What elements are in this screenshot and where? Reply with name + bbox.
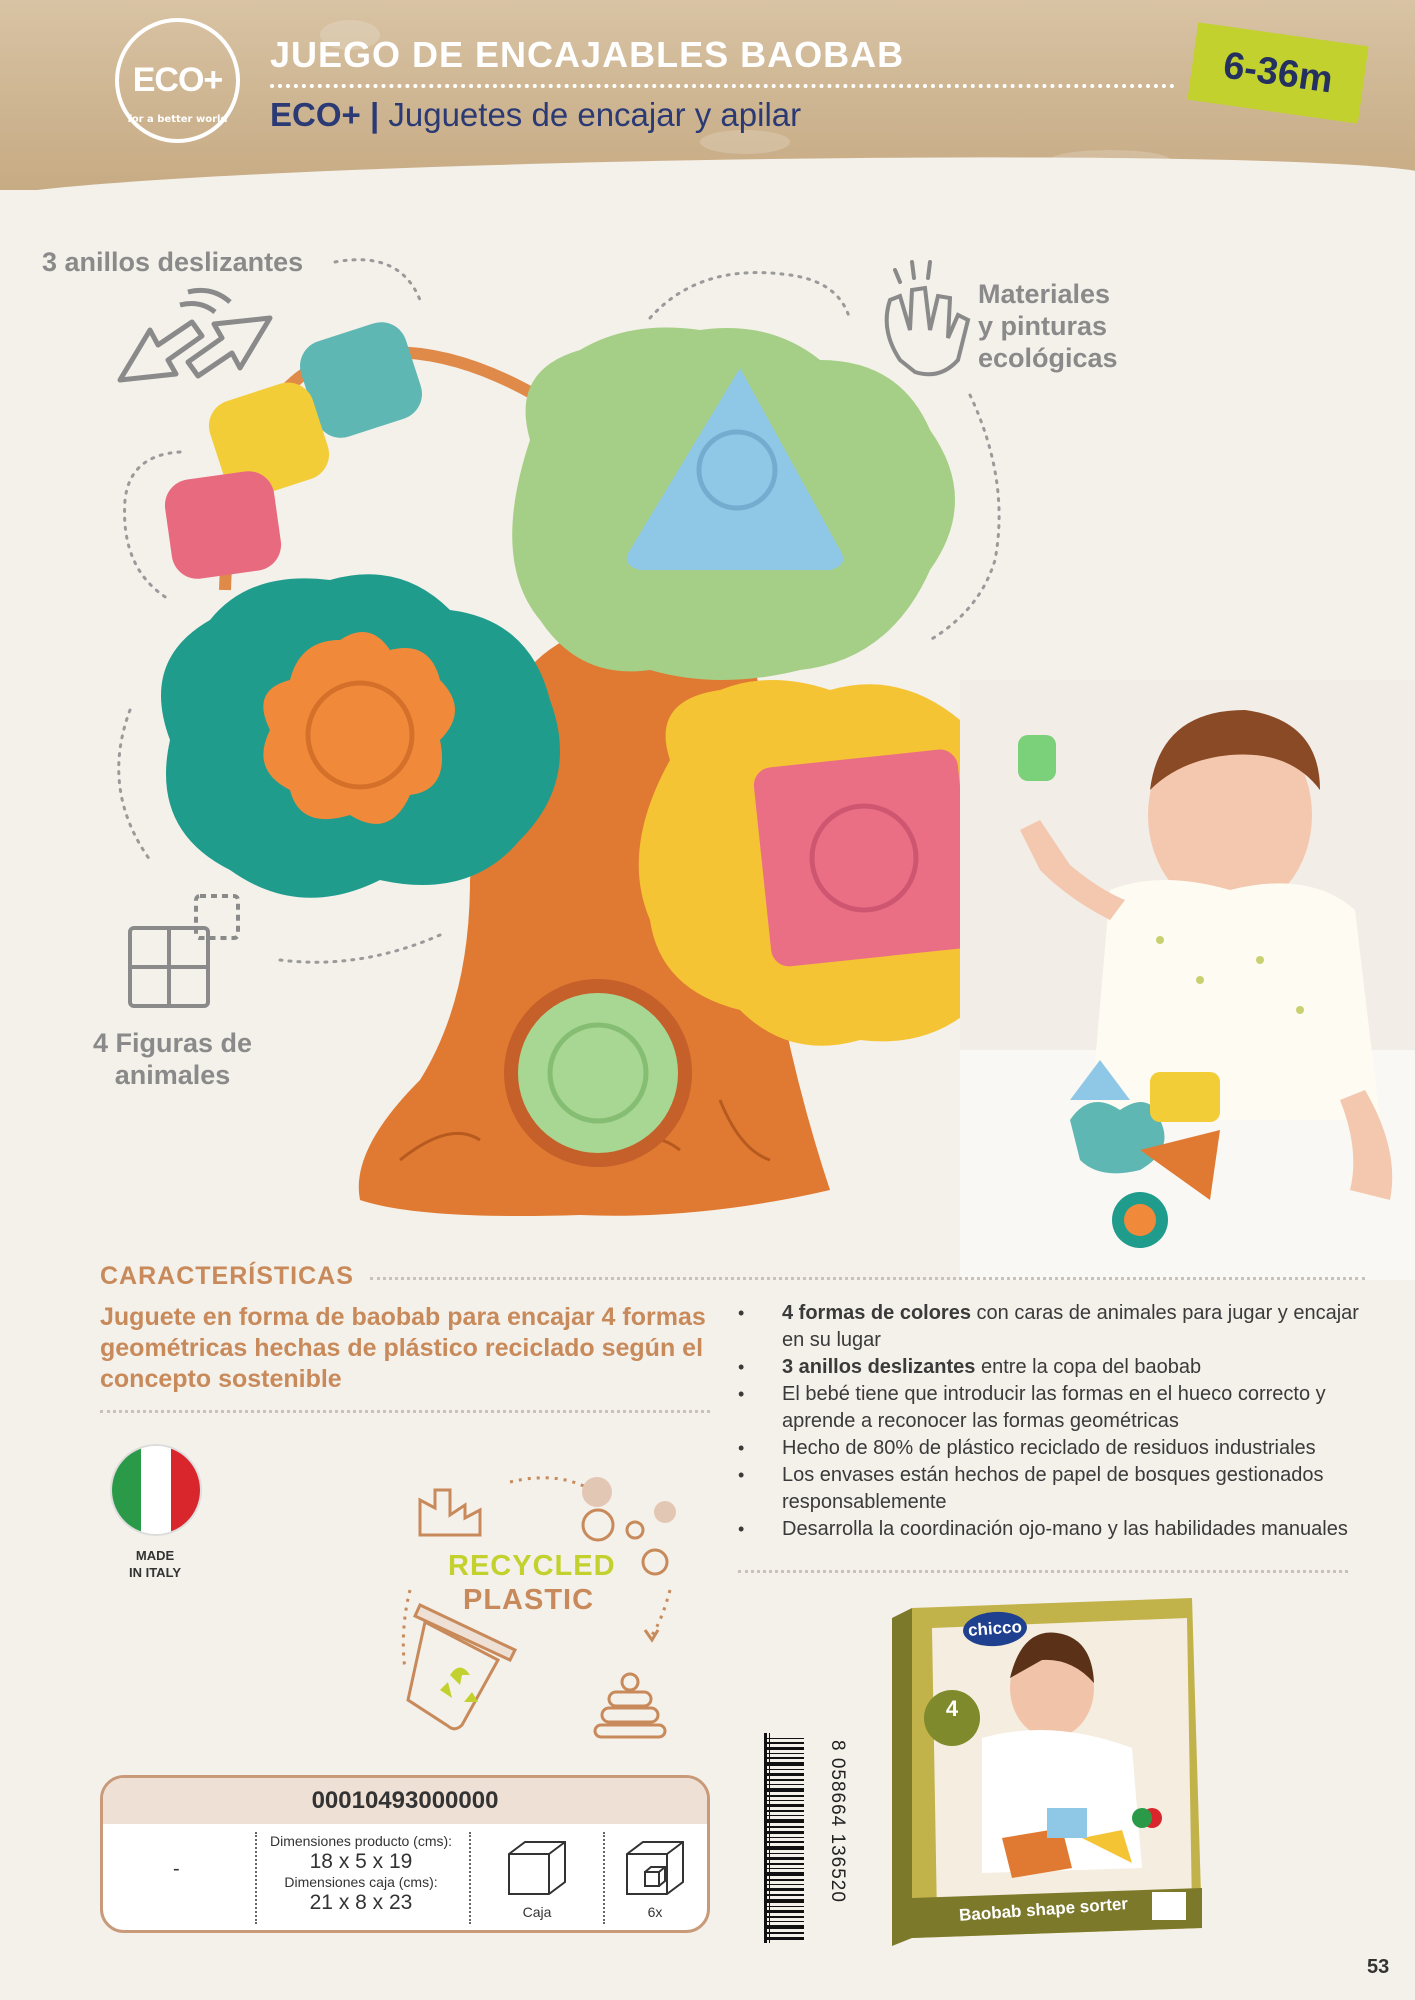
callout-rings: 3 anillos deslizantes (42, 247, 304, 277)
dims-box-label: Dimensiones caja (cms): (284, 1874, 438, 1890)
dims-product-label: Dimensiones producto (cms): (269, 1833, 453, 1849)
flag-white (141, 1446, 170, 1534)
callout-figures-line: 4 Figuras de (92, 1028, 253, 1058)
info-separator (603, 1832, 605, 1924)
hand-icon (887, 262, 968, 374)
subtitle-separator: | (369, 96, 380, 133)
ring-wire (225, 352, 560, 590)
italy-flag-icon (112, 1446, 200, 1534)
pink-square-shape (752, 748, 977, 968)
baby-photo (960, 680, 1415, 1280)
callout-materials (978, 278, 1118, 374)
box-icon (505, 1838, 569, 1898)
texture-speck (1050, 150, 1170, 170)
feature-bold: 3 anillos deslizantes (782, 1356, 976, 1378)
features-heading: CARACTERÍSTICAS (100, 1262, 354, 1290)
made-in-italy-label (100, 1547, 210, 1581)
list-divider (738, 1570, 1348, 1573)
tree-trunk (359, 610, 830, 1216)
callout-materials-line: y pinturas (978, 311, 1108, 341)
feature-text: Hecho de 80% de plástico reciclado de residuos industriales (782, 1437, 1316, 1459)
features-divider (370, 1277, 1365, 1280)
callout-figures-line: animales (114, 1060, 231, 1090)
recycled-label: RECYCLED (448, 1550, 616, 1582)
feature-text: El bebé tiene que introducir las formas en el hueco correcto y aprende a reconocer las formas geométricas (782, 1383, 1326, 1432)
intro-divider (100, 1410, 710, 1413)
blue-triangle-shape (627, 368, 844, 570)
product-info-empty: - (173, 1858, 180, 1880)
shapes-icon (130, 896, 238, 1006)
product-info-box (100, 1775, 710, 1933)
info-separator (469, 1832, 471, 1924)
age-badge (1187, 22, 1368, 123)
callout-leaders (119, 260, 999, 963)
feature-bold: 4 formas de colores (782, 1302, 971, 1324)
box-label: Caja (522, 1904, 552, 1920)
callout-figures (90, 1027, 255, 1091)
feature-text: con caras de animales para jugar y encajar en su lugar (782, 1302, 1359, 1351)
lion-shape (518, 993, 678, 1153)
page-header (0, 0, 1415, 190)
baby-photo-illustration (960, 680, 1415, 1280)
product-info-body (103, 1824, 707, 1932)
page-subtitle (270, 96, 801, 134)
feature-item (738, 1516, 1378, 1543)
eco-plus-logo (115, 18, 240, 143)
page-number: 53 (1367, 1956, 1390, 1978)
page-title: JUEGO DE ENCAJABLES BAOBAB (270, 34, 905, 75)
teal-crown (161, 574, 560, 897)
dimensions-block (255, 1832, 467, 1914)
round-slot (504, 979, 692, 1167)
eco-logo-text: ECO+ (132, 61, 223, 99)
flag-green (112, 1446, 141, 1534)
dims-box-value: 21 x 8 x 23 (309, 1891, 413, 1914)
eco-logo-tagline: for a better world (127, 114, 228, 125)
barcode-number: 8 058664 136520 (827, 1740, 848, 1903)
subtitle-brand: ECO+ (270, 96, 361, 133)
sliding-rings (162, 315, 429, 582)
package-name: Baobab shape sorter (958, 1894, 1129, 1925)
feature-list (738, 1300, 1378, 1543)
slide-arrows-icon (120, 290, 270, 380)
feature-item (738, 1381, 1378, 1435)
dims-product-value: 18 x 5 x 19 (309, 1850, 413, 1873)
callout-materials-line: Materiales (978, 279, 1111, 309)
made-in-line: MADE (135, 1548, 175, 1563)
callout-materials-line: ecológicas (978, 343, 1118, 373)
features-intro: Juguete en forma de baobab para encajar 4 formas geométricas hechas de plástico reciclado según el concepto sostenible (100, 1303, 706, 1393)
pack-label: 6x (647, 1904, 663, 1920)
pack-box-icon (623, 1838, 687, 1898)
svg-text:4: 4 (945, 1696, 959, 1721)
feature-item (738, 1300, 1378, 1354)
title-divider (270, 84, 1175, 88)
green-crown (512, 328, 955, 681)
product-package (892, 1598, 1202, 1946)
flag-red (171, 1446, 200, 1534)
package-brand-logo: chicco (962, 1610, 1028, 1648)
orange-flower-shape (263, 632, 455, 824)
product-code: 00010493000000 (103, 1778, 707, 1824)
feature-item (738, 1435, 1378, 1462)
feature-text: entre la copa del baobab (975, 1356, 1202, 1378)
plastic-label: PLASTIC (463, 1584, 595, 1616)
feature-item (738, 1354, 1378, 1381)
age-range: 6-36m (1220, 44, 1336, 101)
feature-text: Los envases están hechos de papel de bosques gestionados responsablemente (782, 1464, 1324, 1513)
made-in-line: IN ITALY (128, 1565, 181, 1580)
feature-text: Desarrolla la coordinación ojo-mano y las habilidades manuales (782, 1518, 1348, 1540)
feature-item (738, 1462, 1378, 1516)
subtitle-category: Juguetes de encajar y apilar (388, 96, 802, 133)
